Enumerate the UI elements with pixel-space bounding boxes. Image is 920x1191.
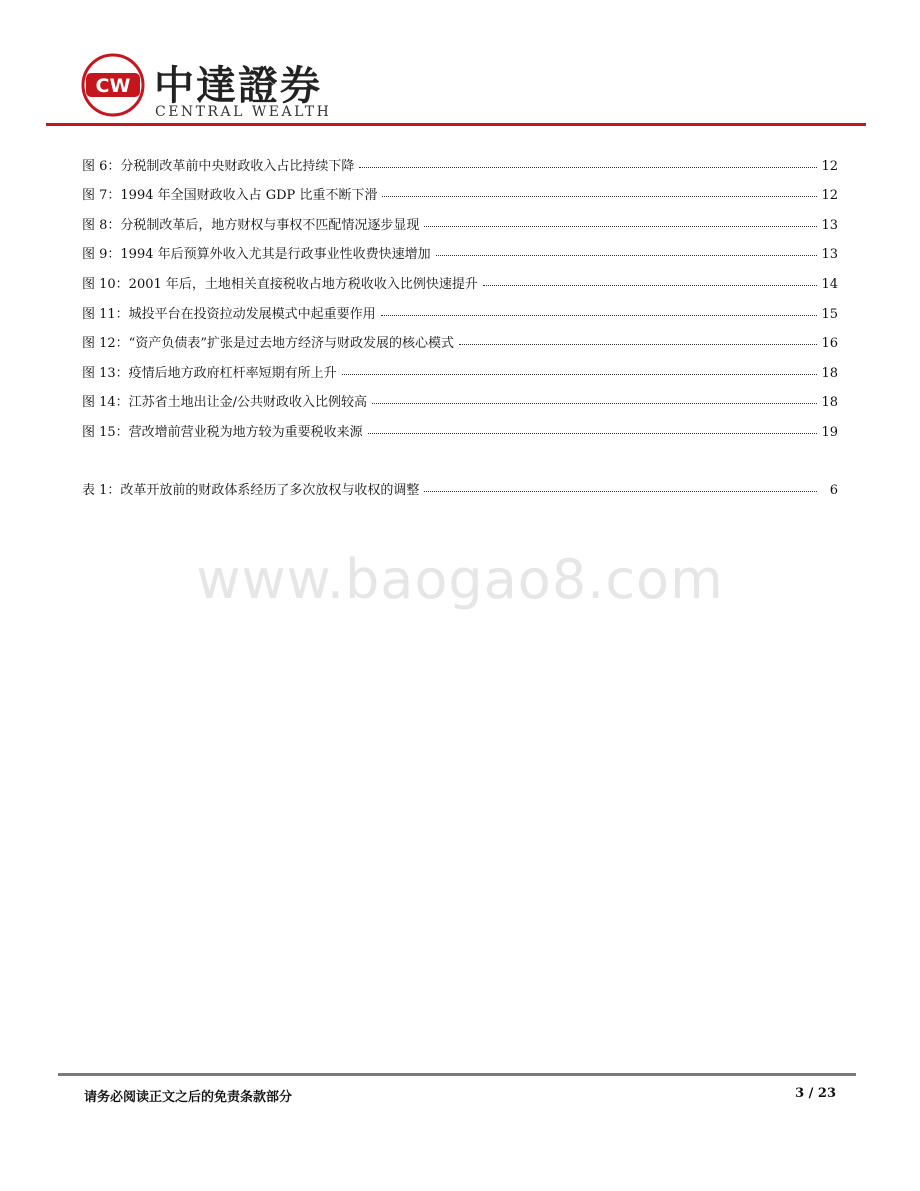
toc-entry-page: 16 bbox=[821, 336, 838, 352]
toc-entry-label: 图 11：城投平台在投资拉动发展模式中起重要作用 bbox=[82, 306, 376, 322]
toc-entry-figure-12[interactable] bbox=[82, 322, 838, 352]
dot-leader bbox=[424, 225, 817, 227]
footer-page-number: 3 / 23 bbox=[795, 1086, 836, 1101]
toc-entry-page: 18 bbox=[821, 395, 838, 411]
toc-entry-figure-8[interactable] bbox=[82, 203, 838, 233]
toc-entry-figure-13[interactable] bbox=[82, 351, 838, 381]
dot-leader bbox=[382, 195, 817, 197]
dot-leader bbox=[436, 254, 817, 256]
toc-entry-label: 图 10：2001 年后，土地相关直接税收占地方税收收入比例快速提升 bbox=[82, 276, 478, 292]
toc-entry-label: 图 8：分税制改革后，地方财权与事权不匹配情况逐步显现 bbox=[82, 217, 420, 233]
brand-name-chinese: 中達證券 bbox=[154, 63, 322, 109]
table-of-contents bbox=[82, 144, 838, 498]
toc-entry-label: 图 6：分税制改革前中央财政收入占比持续下降 bbox=[82, 158, 355, 174]
toc-entry-page: 14 bbox=[821, 276, 838, 292]
toc-entry-page: 15 bbox=[821, 306, 838, 322]
toc-entry-label: 图 14：江苏省土地出让金/公共财政收入比例较高 bbox=[82, 395, 368, 411]
dot-leader bbox=[372, 402, 817, 404]
toc-entry-page: 18 bbox=[821, 365, 838, 381]
toc-entry-label: 图 9：1994 年后预算外收入尤其是行政事业性收费快速增加 bbox=[82, 247, 431, 263]
toc-entry-figure-14[interactable] bbox=[82, 381, 838, 411]
toc-entry-page: 13 bbox=[821, 247, 838, 263]
toc-entry-figure-9[interactable] bbox=[82, 233, 838, 263]
dot-leader bbox=[459, 343, 817, 345]
company-logo bbox=[80, 52, 146, 118]
toc-entry-page: 6 bbox=[829, 482, 838, 498]
toc-entry-page: 19 bbox=[821, 424, 838, 440]
toc-entry-label: 图 7：1994 年全国财政收入占 GDP 比重不断下滑 bbox=[82, 188, 378, 204]
footer-divider bbox=[58, 1073, 856, 1076]
dot-leader bbox=[483, 284, 817, 286]
toc-entry-label: 图 15：营改增前营业税为地方较为重要税收来源 bbox=[82, 424, 363, 440]
toc-entry-page: 12 bbox=[821, 188, 838, 204]
brand-name-english: CENTRAL WEALTH bbox=[155, 104, 332, 120]
toc-entry-page: 12 bbox=[821, 158, 838, 174]
toc-section-spacer bbox=[82, 440, 838, 468]
watermark: www.baogao8.com bbox=[196, 548, 724, 611]
page-header bbox=[0, 0, 920, 130]
dot-leader bbox=[359, 166, 817, 168]
dot-leader bbox=[342, 373, 817, 375]
dot-leader bbox=[381, 314, 817, 316]
toc-entry-figure-6[interactable] bbox=[82, 144, 838, 174]
header-divider bbox=[46, 123, 866, 126]
toc-entry-figure-7[interactable] bbox=[82, 174, 838, 204]
toc-entry-page: 13 bbox=[821, 217, 838, 233]
toc-entry-figure-15[interactable] bbox=[82, 410, 838, 440]
toc-entry-figure-10[interactable] bbox=[82, 262, 838, 292]
dot-leader bbox=[368, 432, 817, 434]
logo-text: CW bbox=[95, 75, 131, 97]
toc-entry-label: 图 13：疫情后地方政府杠杆率短期有所上升 bbox=[82, 365, 337, 381]
footer-disclaimer: 请务必阅读正文之后的免责条款部分 bbox=[84, 1090, 293, 1105]
toc-entry-label: 表 1：改革开放前的财政体系经历了多次放权与收权的调整 bbox=[82, 482, 420, 498]
toc-entry-table-1[interactable] bbox=[82, 468, 838, 498]
dot-leader bbox=[424, 490, 817, 492]
toc-entry-label: 图 12：“资产负债表”扩张是过去地方经济与财政发展的核心模式 bbox=[82, 336, 454, 352]
toc-entry-figure-11[interactable] bbox=[82, 292, 838, 322]
